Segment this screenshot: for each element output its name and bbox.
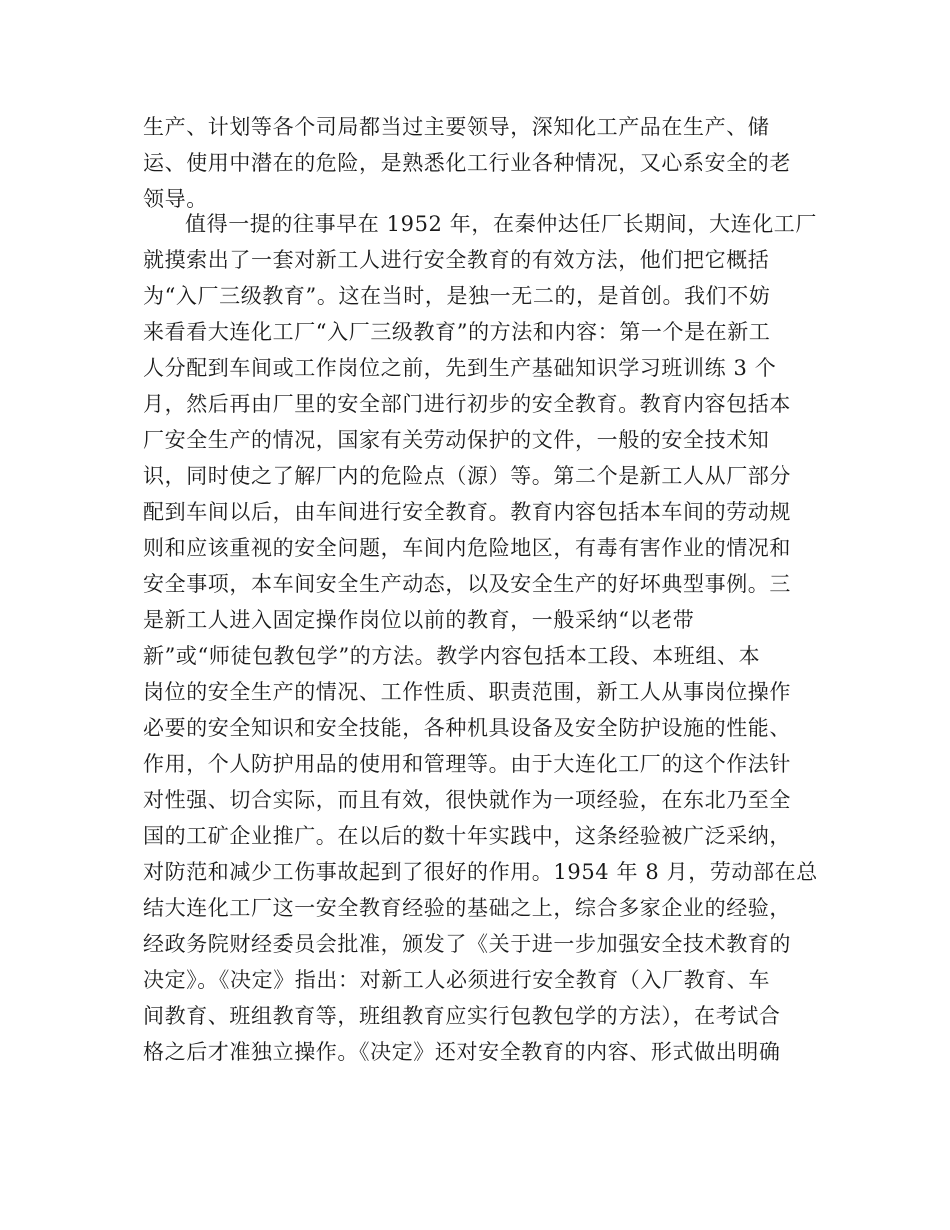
text-line: 决定》。《决定》指出：对新工人必须进行安全教育（入厂教育、车 [143,968,770,992]
text-line: 就摸索出了一套对新工人进行安全教育的有效方法，他们把它概括 [143,248,770,272]
text-line: 配到车间以后，由车间进行安全教育。教育内容包括本车间的劳动规 [143,500,791,524]
text-line: 来看看大连化工厂“入厂三级教育”的方法和内容：第一个是在新工 [143,320,771,344]
text-line: 必要的安全知识和安全技能，各种机具设备及安全防护设施的性能、 [143,716,791,740]
text-line: 格之后才准独立操作。《决定》还对安全教育的内容、形式做出明确 [143,1040,781,1064]
text-line: 识，同时使之了解厂内的危险点（源）等。第二个是新工人从厂部分 [143,464,791,488]
text-line: 结大连化工厂这一安全教育经验的基础之上，综合多家企业的经验， [143,896,791,920]
text-line: 新”或“师徒包教包学”的方法。教学内容包括本工段、本班组、本 [143,644,761,668]
text-line: 间教育、班组教育等，班组教育应实行包教包学的方法），在考试合 [143,1004,781,1028]
text-line: 是新工人进入固定操作岗位以前的教育，一般采纳“以老带 [143,608,695,632]
text-line: 对性强、切合实际，而且有效，很快就作为一项经验，在东北乃至全 [143,788,791,812]
text-line: 运、使用中潜在的危险，是熟悉化工行业各种情况，又心系安全的老 [143,151,791,175]
text-line: 月，然后再由厂里的安全部门进行初步的安全教育。教育内容包括本 [143,392,791,416]
text-line: 人分配到车间或工作岗位之前，先到生产基础知识学习班训练 3 个 [143,356,777,380]
text-line: 值得一提的往事早在 1952 年，在秦仲达任厂长期间，大连化工厂 [185,212,817,236]
text-line: 则和应该重视的安全问题，车间内危险地区，有毒有害作业的情况和 [143,536,791,560]
text-line: 为“入厂三级教育”。这在当时，是独一无二的，是首创。我们不妨 [143,284,771,308]
text-line: 作用，个人防护用品的使用和管理等。由于大连化工厂的这个作法针 [143,752,791,776]
text-line: 厂安全生产的情况，国家有关劳动保护的文件，一般的安全技术知 [143,428,770,452]
text-line: 安全事项，本车间安全生产动态，以及安全生产的好坏典型事例。三 [143,572,791,596]
text-line: 对防范和减少工伤事故起到了很好的作用。1954 年 8 月，劳动部在总 [143,860,818,884]
text-line: 国的工矿企业推广。在以后的数十年实践中，这条经验被广泛采纳， [143,824,791,848]
text-line: 领导。 [143,187,208,211]
text-line: 经政务院财经委员会批准，颁发了《关于进一步加强安全技术教育的 [143,932,791,956]
text-line: 岗位的安全生产的情况、工作性质、职责范围，新工人从事岗位操作 [143,680,791,704]
text-line: 生产、计划等各个司局都当过主要领导，深知化工产品在生产、储 [143,115,770,139]
